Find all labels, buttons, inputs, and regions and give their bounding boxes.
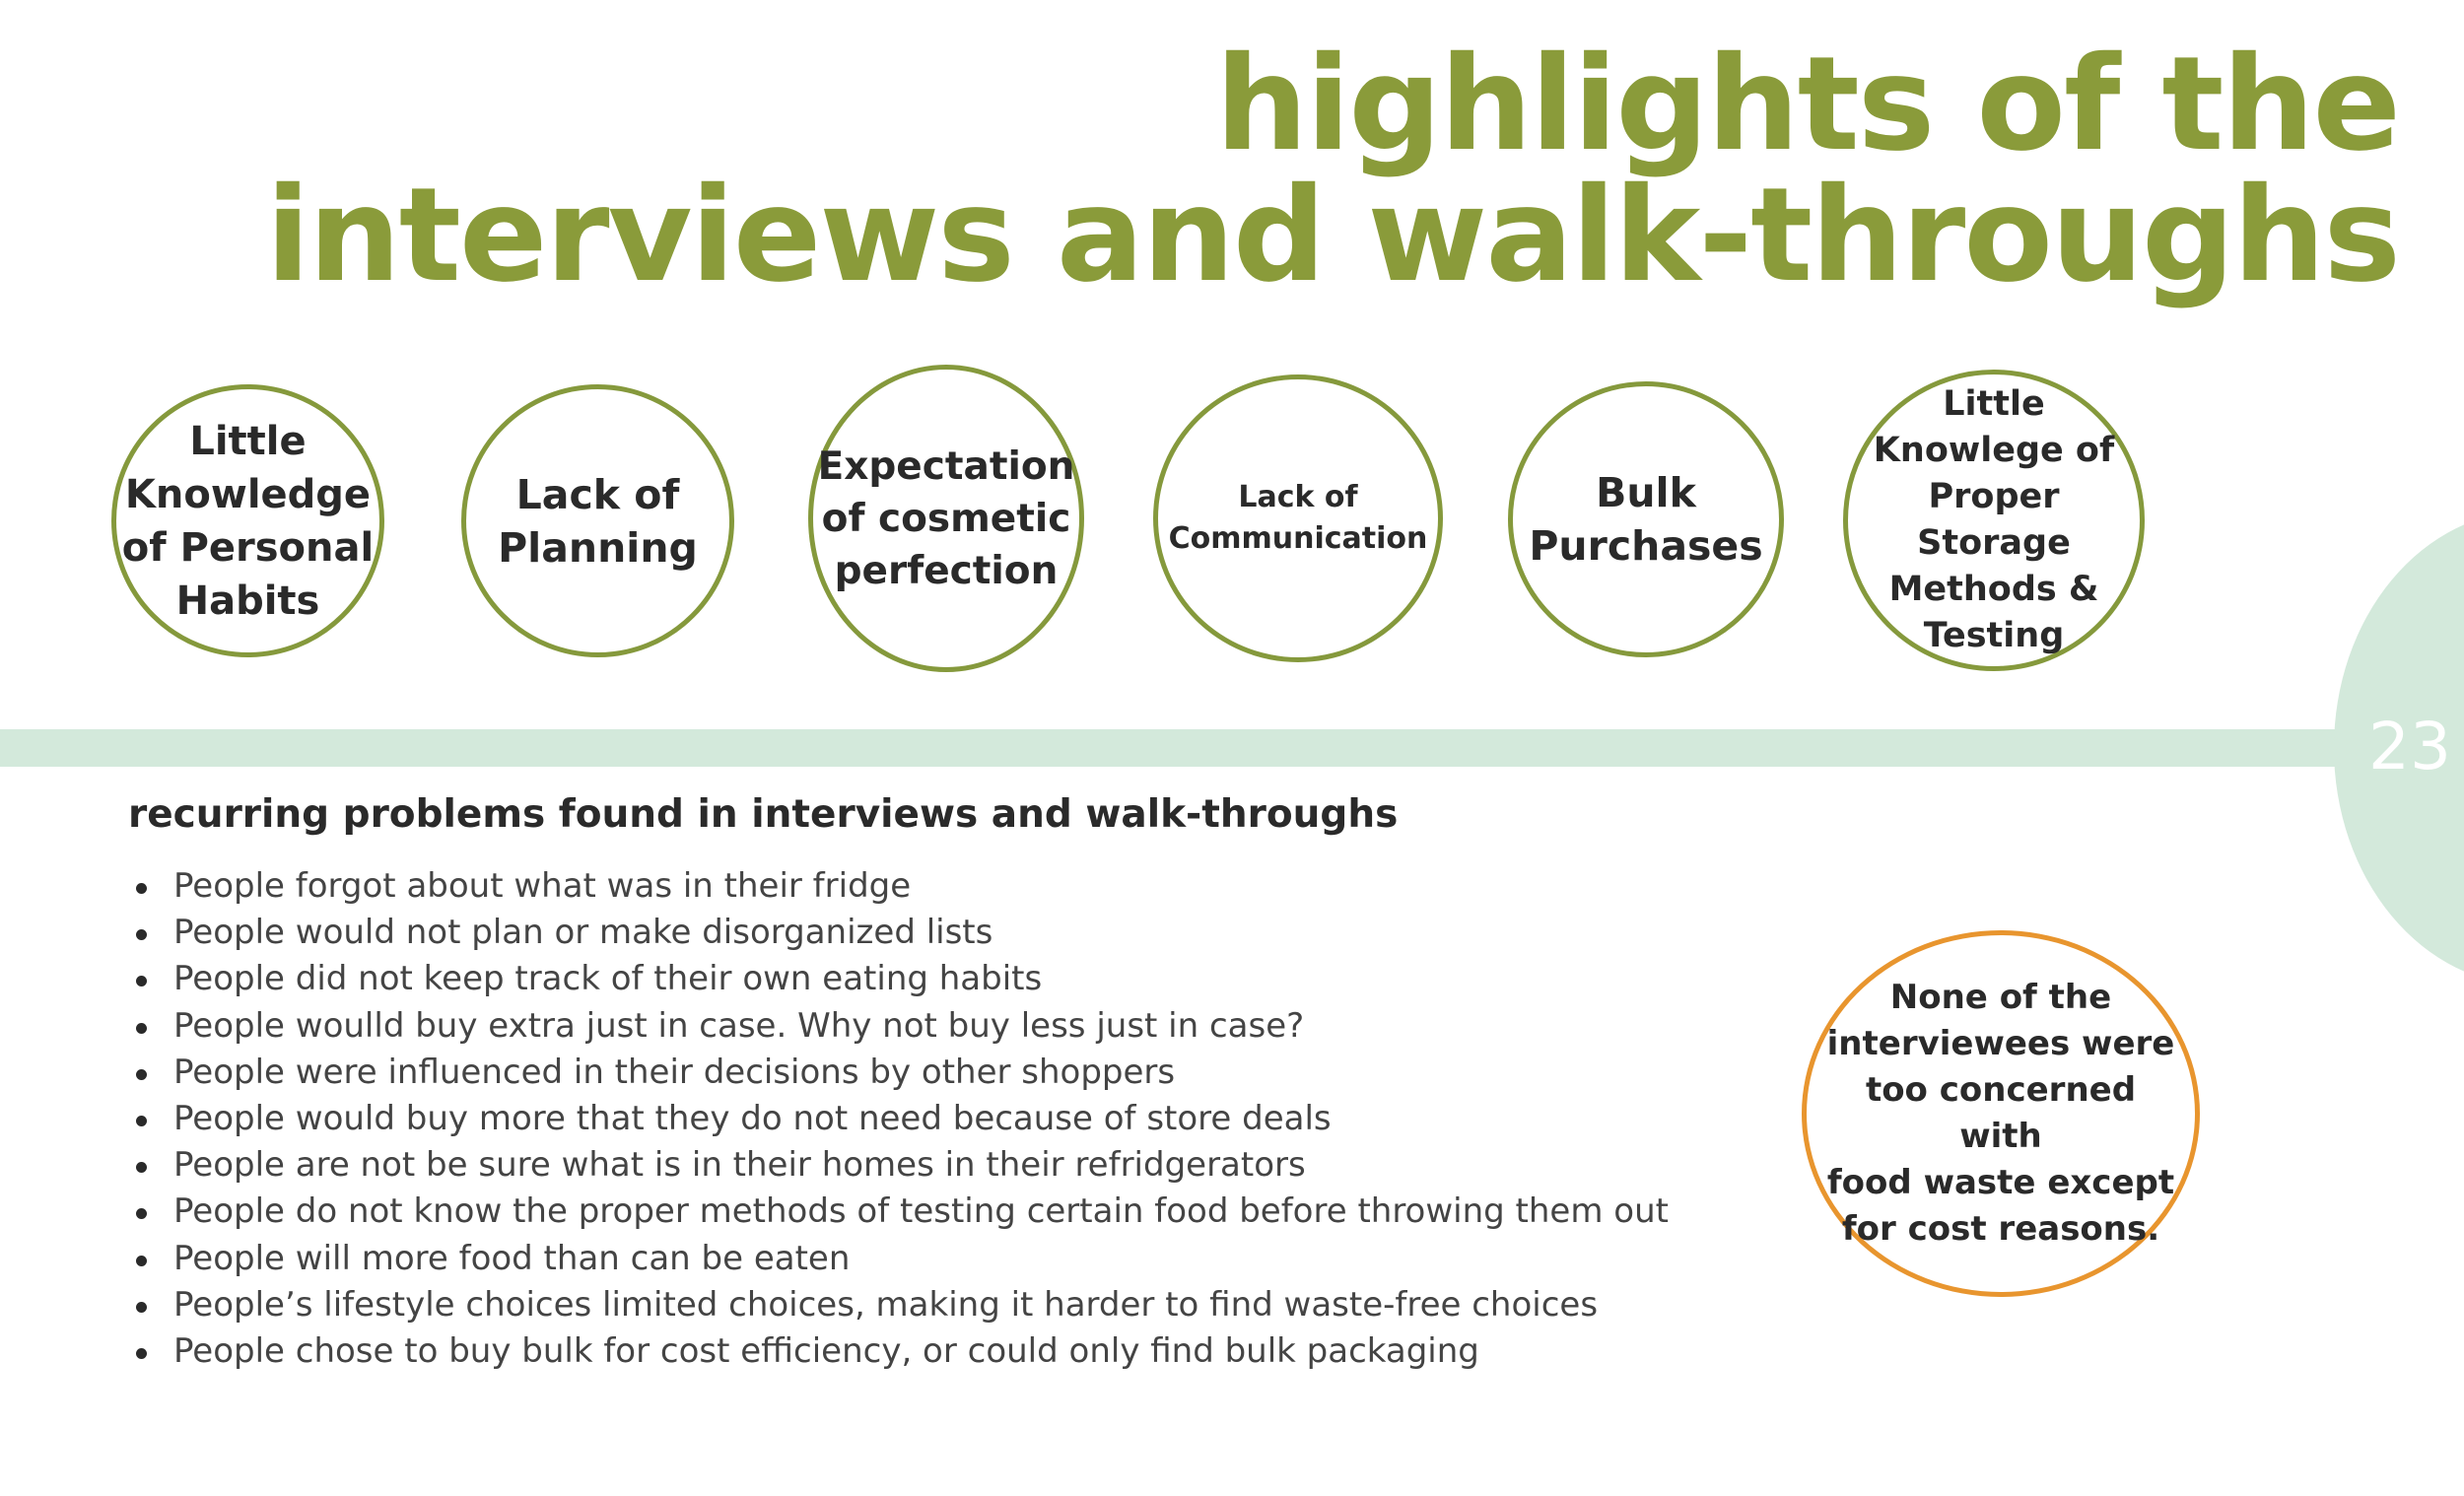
list-item: People are not be sure what is in their homes in their refridgerators xyxy=(128,1142,1669,1189)
theme-label-line: Planning xyxy=(498,523,698,572)
theme-label-line: Lack of xyxy=(1238,480,1358,514)
list-item: People would buy more that they do not need because of store deals xyxy=(128,1096,1669,1142)
theme-label-line: Testing xyxy=(1923,616,2065,655)
list-item: People forgot about what was in their fridge xyxy=(128,863,1669,910)
page-number: 23 xyxy=(2368,709,2451,784)
theme-label-line: Communication xyxy=(1168,521,1428,556)
list-item: People do not know the proper methods of testing certain food before throwing them out xyxy=(128,1189,1669,1235)
section-heading: recurring problems found in interviews and walk-throughs xyxy=(128,792,1399,837)
theme-circle-storage-testing xyxy=(1843,370,2145,671)
theme-label-line: Lack of xyxy=(515,470,680,518)
theme-label-line: Knowlege of xyxy=(1873,431,2115,470)
list-item: People chose to buy bulk for cost efficiency, or could only find bulk packaging xyxy=(128,1328,1669,1375)
theme-label-line: of cosmetic xyxy=(821,496,1071,541)
theme-circle-personal-habits xyxy=(111,384,384,657)
theme-label-line: Proper Storage xyxy=(1917,477,2071,563)
theme-label-line: Methods & xyxy=(1888,570,2099,609)
list-item: People would not plan or make disorganized lists xyxy=(128,910,1669,956)
callout-line: too concerned with xyxy=(1865,1070,2137,1156)
theme-circle-bulk-purchases xyxy=(1508,381,1784,657)
theme-label-line: Little xyxy=(1943,384,2045,424)
callout-line: for cost reasons. xyxy=(1841,1209,2160,1249)
list-item: People woulld buy extra just in case. Why not buy less just in case? xyxy=(128,1003,1669,1050)
list-item: People did not keep track of their own eating habits xyxy=(128,956,1669,1002)
page-title xyxy=(265,29,2399,311)
page-title-line-2: interviews and walk-throughs xyxy=(265,160,2399,311)
theme-label-line: Knowledge xyxy=(124,471,372,517)
theme-label-line: of Personal xyxy=(121,524,375,571)
callout-line: None of the xyxy=(1889,978,2112,1017)
theme-circle-cosmetic-perfection xyxy=(808,365,1084,672)
theme-label-line: Purchases xyxy=(1529,522,1763,570)
callout-circle xyxy=(1802,930,2200,1297)
page-title-line-1: highlights of the xyxy=(1215,29,2399,180)
theme-label-line: Little xyxy=(189,418,307,464)
list-item: People were influenced in their decisions by other shoppers xyxy=(128,1050,1669,1096)
theme-label-line: Habits xyxy=(175,578,320,624)
theme-label-line: perfection xyxy=(834,548,1059,593)
callout-line: food waste except xyxy=(1826,1163,2175,1202)
problems-list xyxy=(128,863,1669,1375)
divider-band xyxy=(0,729,2464,767)
list-item: People will more food than can be eaten xyxy=(128,1236,1669,1282)
theme-circle-communication xyxy=(1153,374,1443,662)
theme-label-line: Bulk xyxy=(1596,469,1696,516)
callout-line: interviewees were xyxy=(1826,1024,2175,1063)
list-item: People’s lifestyle choices limited choices, making it harder to find waste-free choices xyxy=(128,1282,1669,1328)
theme-label-line: Expectation xyxy=(817,443,1075,489)
theme-circle-planning xyxy=(461,384,734,657)
